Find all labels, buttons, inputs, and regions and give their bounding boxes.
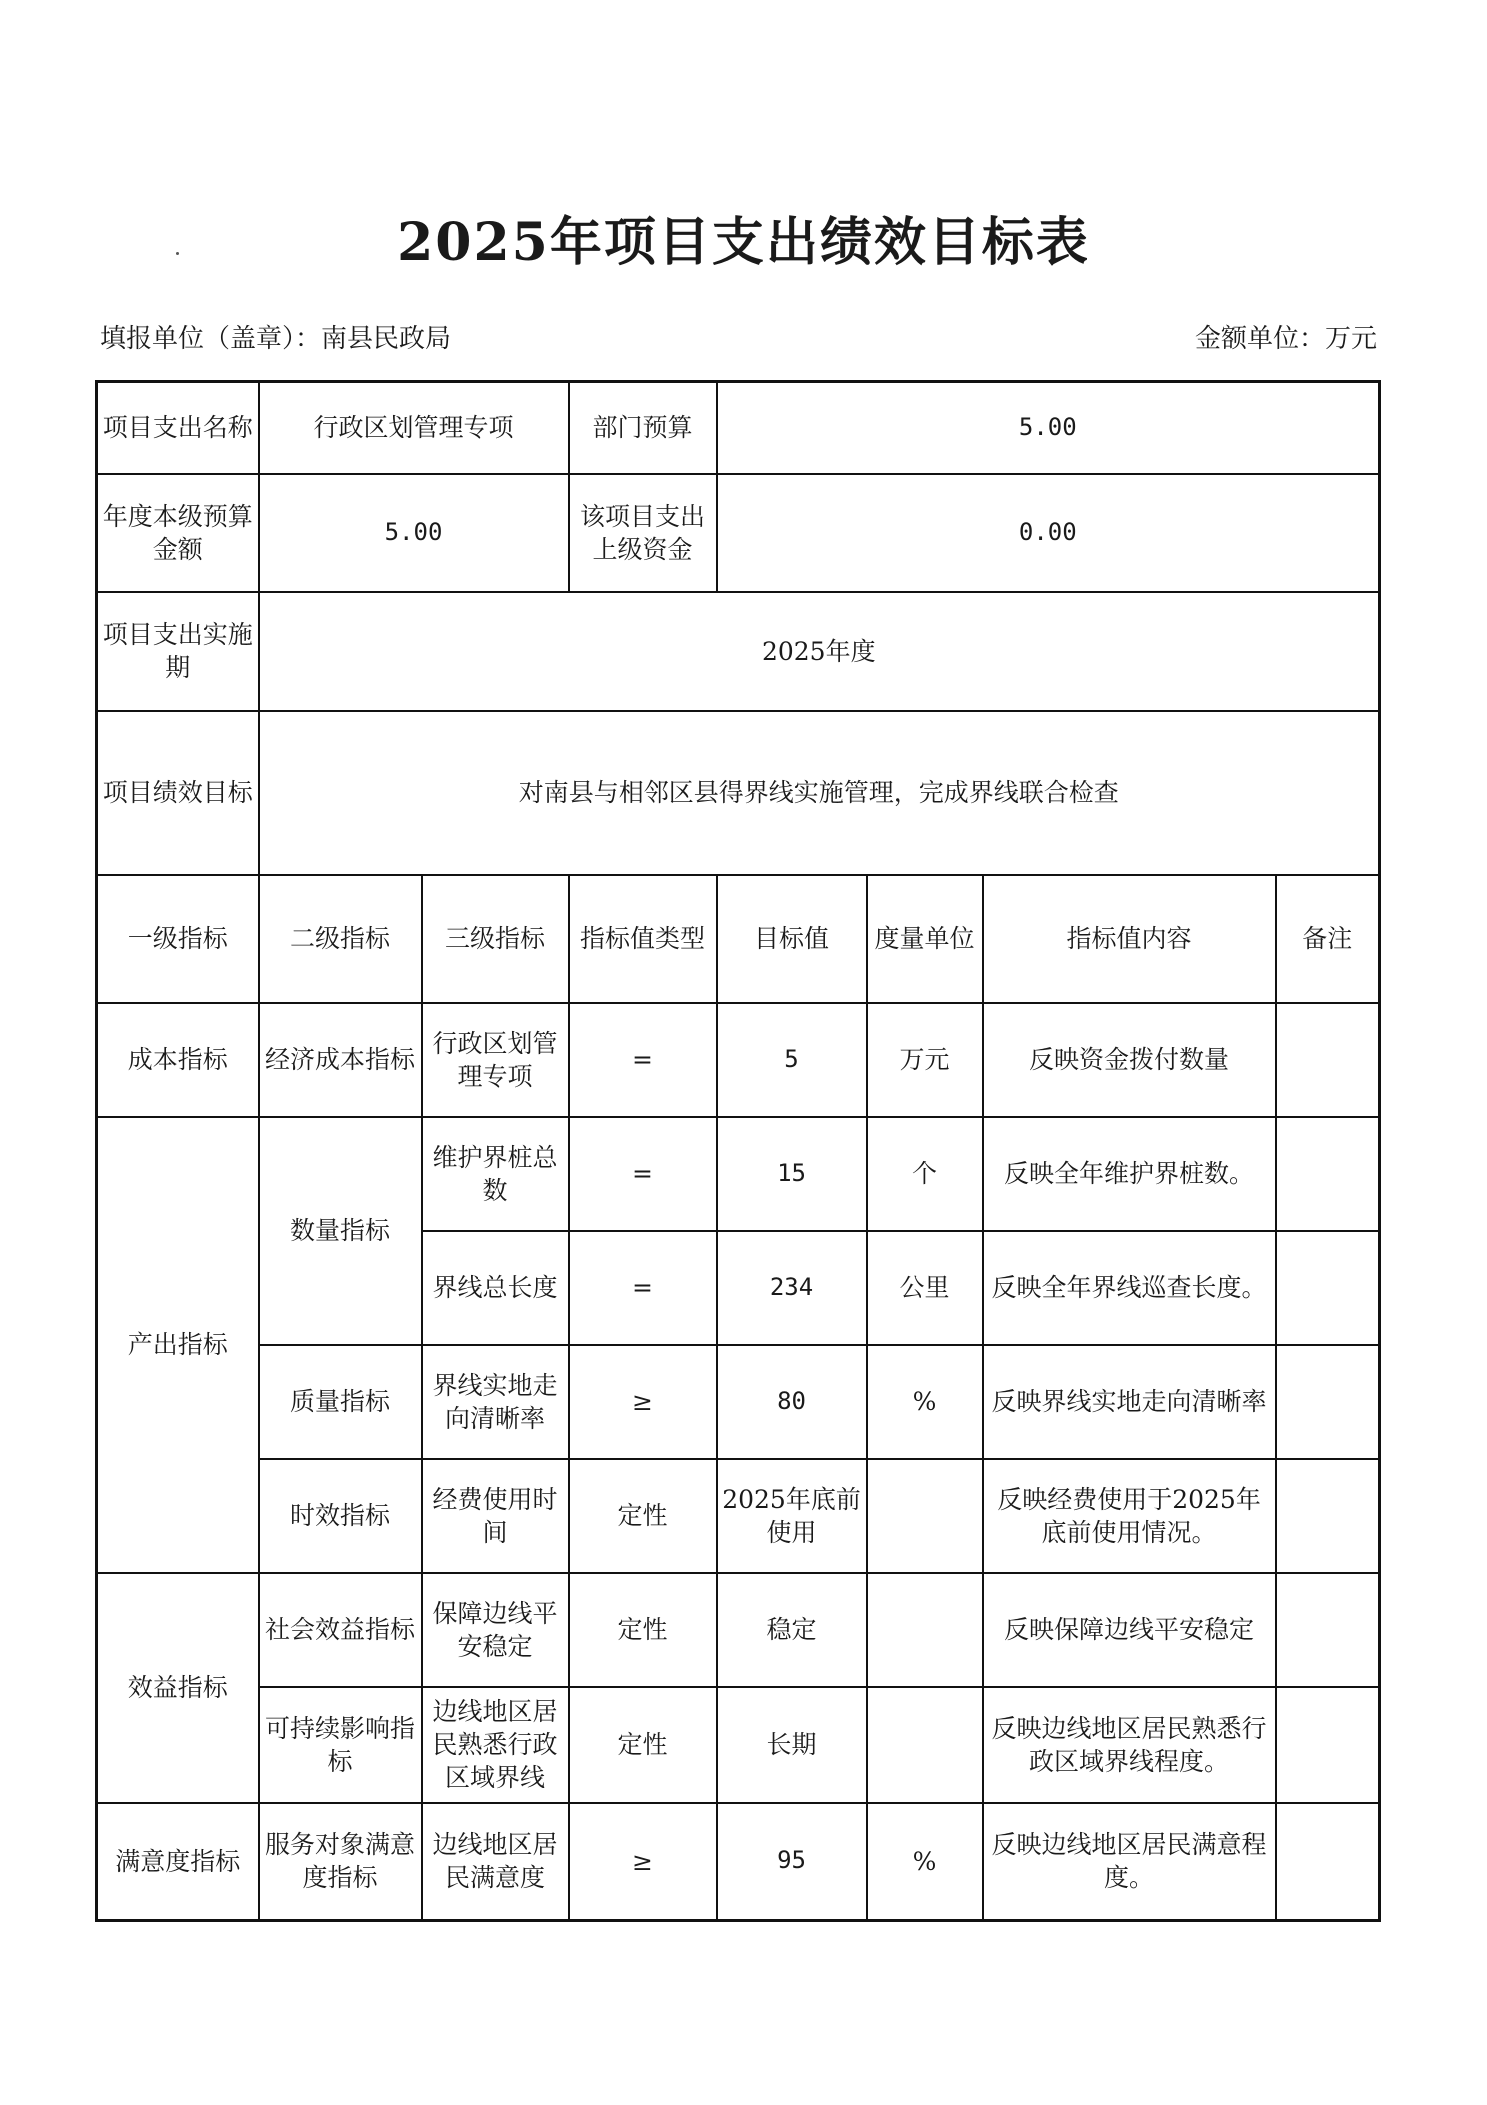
target-cell: 95	[717, 1803, 867, 1921]
type-cell: 定性	[569, 1687, 717, 1803]
level2-cell: 可持续影响指标	[259, 1687, 422, 1803]
dept-budget-value: 5.00	[717, 382, 1380, 474]
unit-cell	[867, 1687, 983, 1803]
scan-speck	[176, 252, 179, 255]
type-cell: ≥	[569, 1345, 717, 1459]
content-cell: 反映边线地区居民满意程度。	[983, 1803, 1276, 1921]
unit-cell: %	[867, 1803, 983, 1921]
header-l3: 三级指标	[422, 875, 569, 1003]
unit-cell: 公里	[867, 1231, 983, 1345]
header-unit: 度量单位	[867, 875, 983, 1003]
table-row	[97, 1003, 1380, 1117]
note-cell	[1276, 1117, 1380, 1231]
level2-cell: 数量指标	[259, 1117, 422, 1345]
target-cell: 长期	[717, 1687, 867, 1803]
unit-cell: 万元	[867, 1003, 983, 1117]
target-cell: 80	[717, 1345, 867, 1459]
note-cell	[1276, 1459, 1380, 1573]
info-row-goal	[97, 711, 1380, 875]
page-title: 2025年项目支出绩效目标表	[397, 212, 1090, 273]
period-label: 项目支出实施期	[97, 592, 259, 711]
table-row	[97, 1345, 1380, 1459]
unit-cell	[867, 1573, 983, 1687]
content-cell: 反映界线实地走向清晰率	[983, 1345, 1276, 1459]
header-row	[97, 875, 1380, 1003]
dept-budget-label: 部门预算	[569, 382, 717, 474]
unit-cell: 个	[867, 1117, 983, 1231]
note-cell	[1276, 1803, 1380, 1921]
content-cell: 反映保障边线平安稳定	[983, 1573, 1276, 1687]
annual-budget-value: 5.00	[259, 474, 569, 592]
level1-cell: 产出指标	[97, 1117, 259, 1573]
header-target: 目标值	[717, 875, 867, 1003]
level2-cell: 经济成本指标	[259, 1003, 422, 1117]
superior-funds-label: 该项目支出上级资金	[569, 474, 717, 592]
level3-cell: 行政区划管理专项	[422, 1003, 569, 1117]
note-cell	[1276, 1003, 1380, 1117]
info-row-budget	[97, 474, 1380, 592]
type-cell: ≥	[569, 1803, 717, 1921]
table-row	[97, 1803, 1380, 1921]
unit-cell: %	[867, 1345, 983, 1459]
header-type: 指标值类型	[569, 875, 717, 1003]
info-row-name	[97, 382, 1380, 474]
filing-unit: 填报单位（盖章）：南县民政局	[100, 324, 452, 354]
level3-cell: 边线地区居民熟悉行政区域界线	[422, 1687, 569, 1803]
content-cell: 反映经费使用于2025年底前使用情况。	[983, 1459, 1276, 1573]
level1-cell: 效益指标	[97, 1573, 259, 1803]
note-cell	[1276, 1345, 1380, 1459]
amount-unit: 金额单位：万元	[1194, 324, 1377, 354]
superior-funds-value: 0.00	[717, 474, 1380, 592]
table-row	[97, 1459, 1380, 1573]
level2-cell: 服务对象满意度指标	[259, 1803, 422, 1921]
level2-cell: 社会效益指标	[259, 1573, 422, 1687]
goal-label: 项目绩效目标	[97, 711, 259, 875]
period-value: 2025年度	[259, 592, 1380, 711]
content-cell: 反映全年维护界桩数。	[983, 1117, 1276, 1231]
type-cell: =	[569, 1231, 717, 1345]
level3-cell: 经费使用时间	[422, 1459, 569, 1573]
type-cell: 定性	[569, 1573, 717, 1687]
project-name-label: 项目支出名称	[97, 382, 259, 474]
level3-cell: 维护界桩总数	[422, 1117, 569, 1231]
level3-cell: 边线地区居民满意度	[422, 1803, 569, 1921]
target-cell: 15	[717, 1117, 867, 1231]
target-cell: 234	[717, 1231, 867, 1345]
table-row	[97, 1573, 1380, 1687]
type-cell: =	[569, 1117, 717, 1231]
annual-budget-label: 年度本级预算金额	[97, 474, 259, 592]
level2-cell: 质量指标	[259, 1345, 422, 1459]
project-name-value: 行政区划管理专项	[259, 382, 569, 474]
target-cell: 2025年底前使用	[717, 1459, 867, 1573]
content-cell: 反映全年界线巡查长度。	[983, 1231, 1276, 1345]
content-cell: 反映边线地区居民熟悉行政区域界线程度。	[983, 1687, 1276, 1803]
type-cell: =	[569, 1003, 717, 1117]
goal-value: 对南县与相邻区县得界线实施管理，完成界线联合检查	[259, 711, 1380, 875]
unit-cell	[867, 1459, 983, 1573]
table-row	[97, 1117, 1380, 1231]
note-cell	[1276, 1687, 1380, 1803]
header-l2: 二级指标	[259, 875, 422, 1003]
table-row	[97, 1687, 1380, 1803]
type-cell: 定性	[569, 1459, 717, 1573]
level1-cell: 满意度指标	[97, 1803, 259, 1921]
content-cell: 反映资金拨付数量	[983, 1003, 1276, 1117]
performance-table	[95, 380, 1381, 1922]
note-cell	[1276, 1573, 1380, 1687]
header-note: 备注	[1276, 875, 1380, 1003]
level3-cell: 界线总长度	[422, 1231, 569, 1345]
level2-cell: 时效指标	[259, 1459, 422, 1573]
info-row-period	[97, 592, 1380, 711]
level1-cell: 成本指标	[97, 1003, 259, 1117]
target-cell: 稳定	[717, 1573, 867, 1687]
note-cell	[1276, 1231, 1380, 1345]
header-l1: 一级指标	[97, 875, 259, 1003]
header-content: 指标值内容	[983, 875, 1276, 1003]
level3-cell: 保障边线平安稳定	[422, 1573, 569, 1687]
level3-cell: 界线实地走向清晰率	[422, 1345, 569, 1459]
target-cell: 5	[717, 1003, 867, 1117]
